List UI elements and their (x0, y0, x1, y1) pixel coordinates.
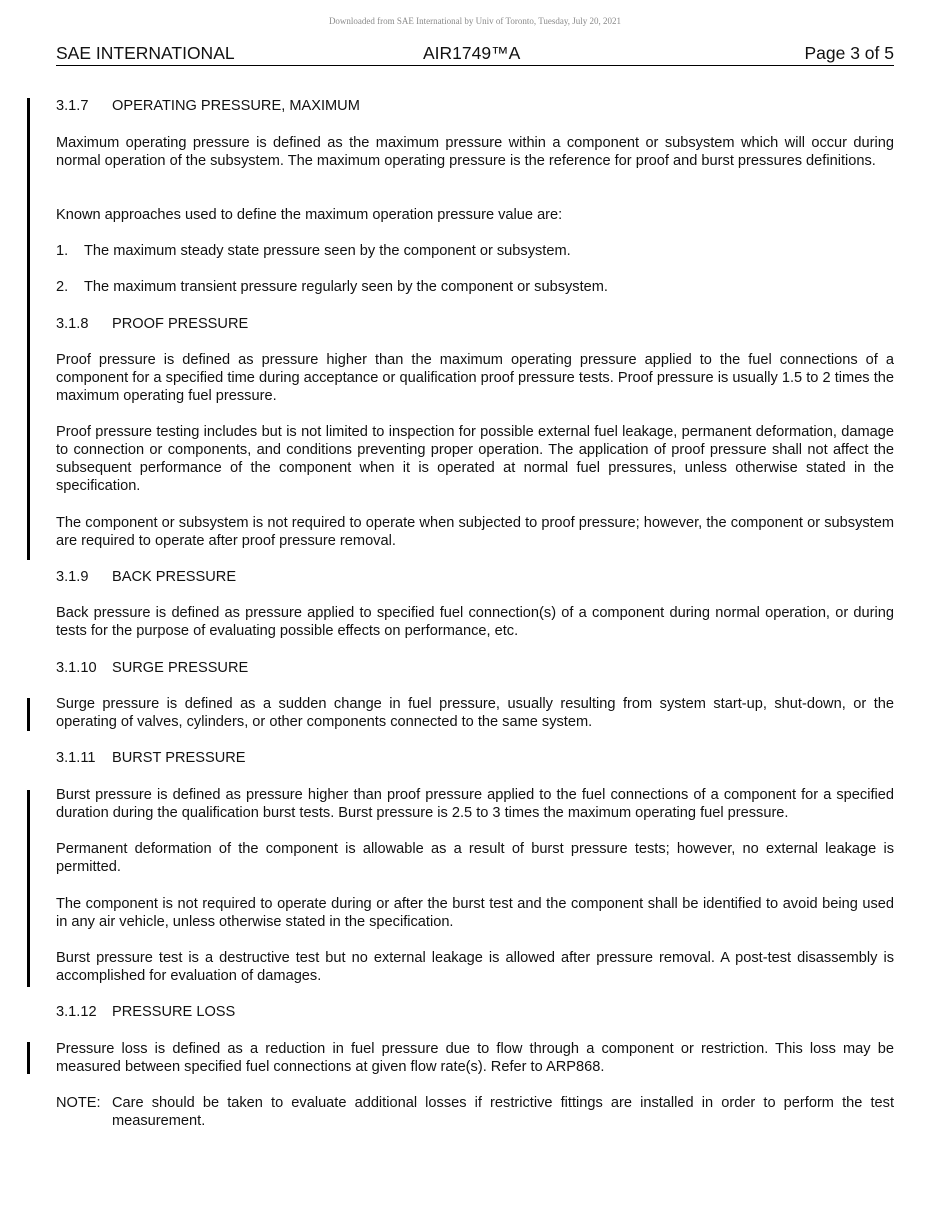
section-number: 3.1.8 (56, 316, 89, 332)
list-item (56, 278, 894, 296)
section-number: 3.1.7 (56, 98, 89, 114)
section-heading-3-1-8 (56, 315, 894, 333)
paragraph: Known approaches used to define the maximum operation pressure value are: (56, 207, 563, 223)
section-number: 3.1.12 (56, 1004, 97, 1020)
note-text: Care should be taken to evaluate additional losses if restrictive fittings are installed in order to perform the test measurement. (112, 1095, 894, 1129)
paragraph: Burst pressure is defined as pressure higher than proof pressure applied to the fuel connections of a component for a specified duration during the qualification burst tests. Burst pressure is 2.5 to 3 times the maximum operating fuel pressure. (56, 787, 894, 821)
paragraph: Proof pressure is defined as pressure higher than the maximum operating pressure applied to the fuel connections of a component for a specified time during acceptance or qualification proof pressure tests. Proof pressure is usually 1.5 to 2 times the maximum operating fuel pressure. (56, 352, 894, 404)
section-number: 3.1.9 (56, 569, 89, 585)
paragraph: Pressure loss is defined as a reduction in fuel pressure due to flow through a component or restriction. This loss may be measured between specified fuel connections at given flow rate(s). Refer to ARP868. (56, 1041, 894, 1075)
list-item (56, 242, 894, 260)
list-item-number: 2. (56, 279, 69, 295)
note (56, 1094, 894, 1130)
note-label: NOTE: (56, 1095, 101, 1111)
section-title: PRESSURE LOSS (112, 1004, 236, 1020)
organization-name: SAE INTERNATIONAL (56, 43, 235, 63)
paragraph: The component or subsystem is not required to operate when subjected to proof pressure; however, the component or subsystem are required to operate after proof pressure removal. (56, 515, 894, 549)
section-title: PROOF PRESSURE (112, 316, 249, 332)
section-title: SURGE PRESSURE (112, 660, 249, 676)
change-bar (27, 790, 30, 987)
paragraph: Surge pressure is defined as a sudden change in fuel pressure, usually resulting from system start-up, shut-down, or the operating of valves, cylinders, or other components connected to the same system. (56, 696, 894, 730)
section-number: 3.1.11 (56, 750, 96, 766)
section-title: BURST PRESSURE (112, 750, 246, 766)
change-bar (27, 1042, 30, 1074)
section-number: 3.1.10 (56, 660, 97, 676)
section-title: OPERATING PRESSURE, MAXIMUM (112, 98, 360, 114)
list-item-text: The maximum steady state pressure seen by the component or subsystem. (84, 243, 571, 259)
paragraph: Maximum operating pressure is defined as the maximum pressure within a component or subsystem which will occur during normal operation of the subsystem. The maximum operating pressure is the reference for proof and burst pressures definitions. (56, 135, 894, 169)
change-bar (27, 698, 30, 731)
list-item-text: The maximum transient pressure regularly seen by the component or subsystem. (84, 279, 608, 295)
change-bar (27, 98, 30, 560)
document-id: AIR1749™A (423, 43, 521, 63)
download-watermark: Downloaded from SAE International by Univ of Toronto, Tuesday, July 20, 2021 (328, 16, 622, 26)
section-title: BACK PRESSURE (112, 569, 237, 585)
section-heading-3-1-10 (56, 659, 894, 677)
page-number: Page 3 of 5 (804, 43, 894, 63)
page-header (56, 43, 894, 66)
section-heading-3-1-9 (56, 568, 894, 586)
paragraph: Burst pressure test is a destructive test but no external leakage is allowed after pressure removal. A post-test disassembly is accomplished for evaluation of damages. (56, 950, 894, 984)
section-heading-3-1-7 (56, 97, 894, 115)
paragraph: Permanent deformation of the component is allowable as a result of burst pressure tests; however, no external leakage is permitted. (56, 841, 894, 875)
paragraph: Proof pressure testing includes but is not limited to inspection for possible external fuel leakage, permanent deformation, damage to connection or components, and conditions preventing proper operation. The application of proof pressure shall not affect the subsequent performance of the component when it is operated at normal fuel pressures, unless otherwise stated in the specification. (56, 424, 894, 494)
list-item-number: 1. (56, 243, 69, 259)
paragraph: The component is not required to operate during or after the burst test and the component shall be identified to avoid being used in any air vehicle, unless otherwise stated in the specification. (56, 896, 894, 930)
section-heading-3-1-11 (56, 749, 894, 767)
section-heading-3-1-12 (56, 1003, 894, 1021)
paragraph: Back pressure is defined as pressure applied to specified fuel connection(s) of a component during normal operation, or during tests for the purpose of evaluating possible effects on performance, etc. (56, 605, 894, 639)
